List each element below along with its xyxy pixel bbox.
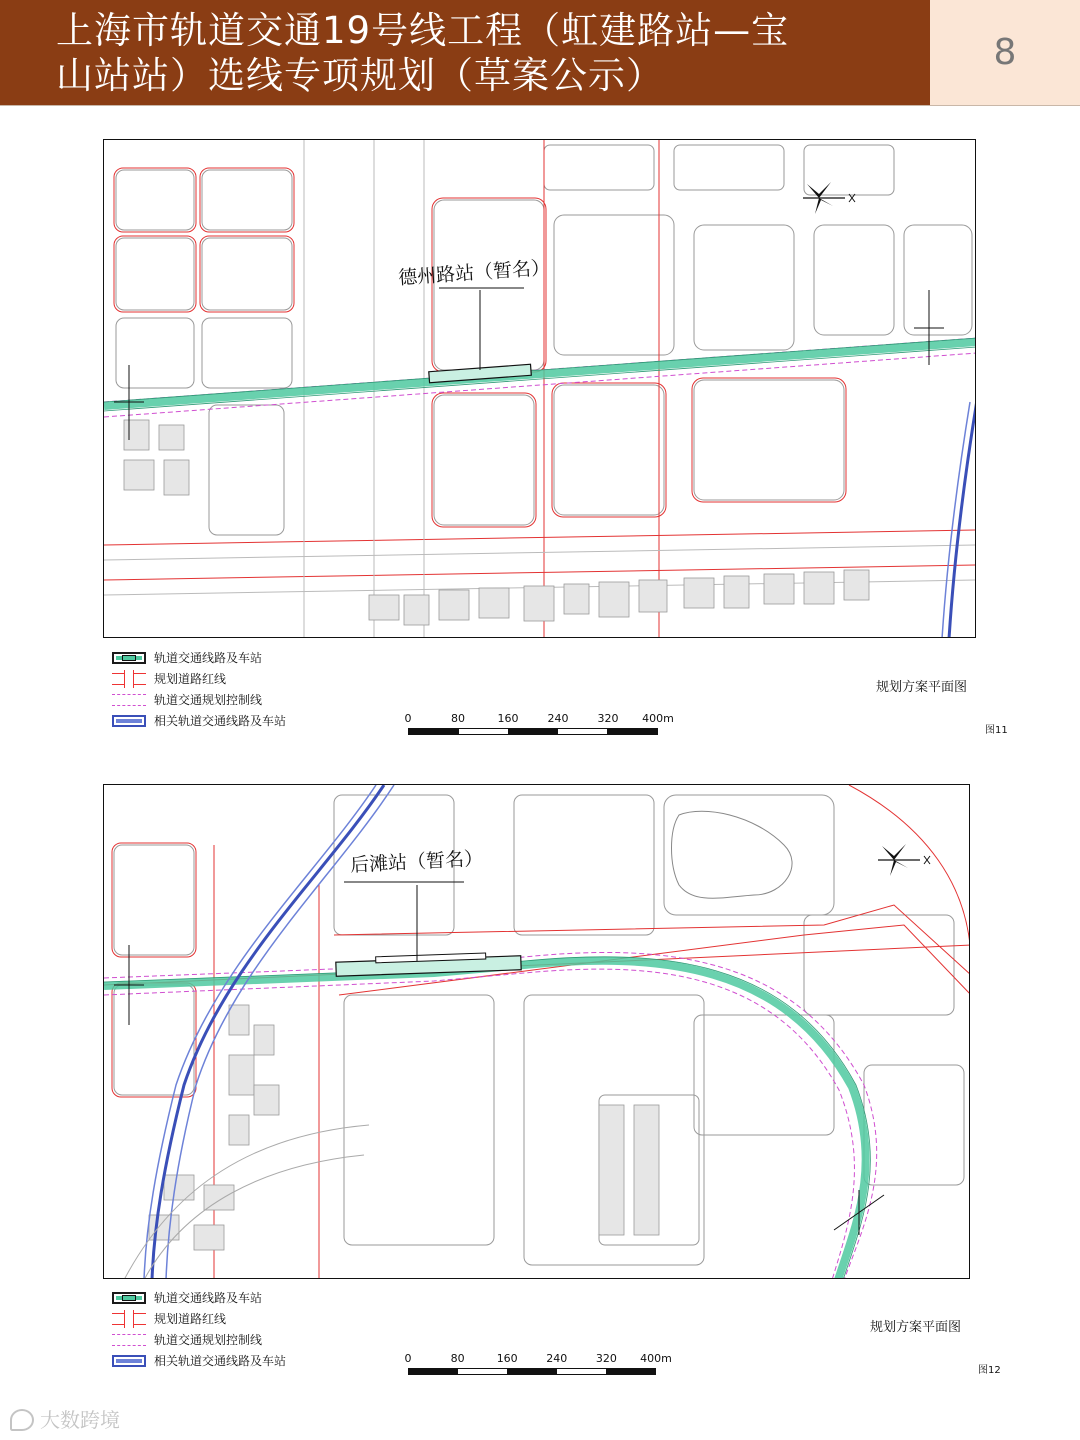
legend-swatch-related-rail-icon xyxy=(112,1355,146,1367)
map-building-footprints xyxy=(124,420,869,625)
map-dense-blocks xyxy=(104,140,976,638)
station-label-houtan: 后滩站（暂名） xyxy=(349,847,484,877)
page-number-box xyxy=(930,0,1080,105)
legend-item-road-red-line: 规划道路红线 xyxy=(112,668,286,689)
scale-tick: 320 xyxy=(597,712,619,725)
legend-swatch-control-line-icon xyxy=(112,1334,146,1346)
plan-caption-figure-12: 规划方案平面图 xyxy=(870,1320,962,1335)
race-track xyxy=(672,811,793,898)
legend-figure-12 xyxy=(112,1287,286,1371)
scale-bar-figure-12 xyxy=(404,1352,672,1375)
scale-tick: 80 xyxy=(450,1352,465,1365)
figure-number-12: 图12 xyxy=(978,1365,1001,1376)
plan-caption-figure-11: 规划方案平面图 xyxy=(876,680,968,695)
legend-item-rail-line: 轨道交通线路及车站 xyxy=(112,647,286,668)
legend-figure-11 xyxy=(112,647,286,731)
watermark-text: 大数跨境 xyxy=(40,1408,120,1432)
legend-swatch-red-line-icon xyxy=(112,1313,146,1325)
rail-line-19-edge-bottom xyxy=(104,347,976,411)
page-number: 8 xyxy=(993,32,1017,73)
header-divider xyxy=(0,105,1080,106)
scale-tick-labels xyxy=(404,1352,672,1366)
legend-swatch-rail-icon xyxy=(112,1292,146,1304)
north-arrow-icon xyxy=(878,844,930,876)
map-building-footprints xyxy=(149,1005,659,1250)
scale-tick: 160 xyxy=(496,1352,518,1365)
map-figure-11-drawing xyxy=(104,140,976,638)
scale-tick: 160 xyxy=(497,712,519,725)
scale-tick: 400m xyxy=(640,1352,672,1365)
legend-item-road-red-line: 规划道路红线 xyxy=(112,1308,286,1329)
north-arrow-icon xyxy=(803,182,855,214)
legend-swatch-red-line-icon xyxy=(112,673,146,685)
scale-tick: 400m xyxy=(642,712,674,725)
scale-tick: 240 xyxy=(546,1352,568,1365)
page-title-line-1: 上海市轨道交通19号线工程（虹建路站—宝 xyxy=(56,9,790,52)
legend-swatch-control-line-icon xyxy=(112,694,146,706)
scale-tick: 240 xyxy=(547,712,569,725)
station-label-dezhou-road: 德州路站（暂名） xyxy=(397,256,551,290)
rail-line-19-edge-top xyxy=(104,338,976,402)
legend-item-rail-line: 轨道交通线路及车站 xyxy=(112,1287,286,1308)
map-panel-figure-12 xyxy=(103,784,970,1279)
scale-tick: 0 xyxy=(404,1352,412,1365)
rail-line-19 xyxy=(104,342,976,406)
page-title-bar xyxy=(0,0,930,105)
figure-number-11: 图11 xyxy=(985,725,1008,736)
scale-bar-figure-11 xyxy=(404,712,674,735)
legend-swatch-rail-icon xyxy=(112,652,146,664)
scale-tick: 80 xyxy=(451,712,465,725)
scale-tick-labels xyxy=(404,712,674,726)
legend-swatch-related-rail-icon xyxy=(112,715,146,727)
watermark-logo-icon xyxy=(10,1409,34,1431)
legend-item-related-rail: 相关轨道交通线路及车站 xyxy=(112,1350,286,1371)
map-panel-figure-11 xyxy=(103,139,976,638)
map-figure-12-drawing xyxy=(104,785,970,1279)
planned-road-red-lines xyxy=(104,140,976,638)
legend-item-control-line: 轨道交通规划控制线 xyxy=(112,1329,286,1350)
page-title-line-2: 山站站）选线专项规划（草案公示） xyxy=(56,54,664,97)
scale-tick: 320 xyxy=(595,1352,617,1365)
related-rail-line-2 xyxy=(942,402,970,638)
scale-bar-segments xyxy=(408,1368,656,1375)
legend-item-related-rail: 相关轨道交通线路及车站 xyxy=(112,710,286,731)
scale-bar-segments xyxy=(408,728,658,735)
watermark xyxy=(10,1404,120,1433)
scale-tick: 0 xyxy=(404,712,412,725)
legend-item-control-line: 轨道交通规划控制线 xyxy=(112,689,286,710)
